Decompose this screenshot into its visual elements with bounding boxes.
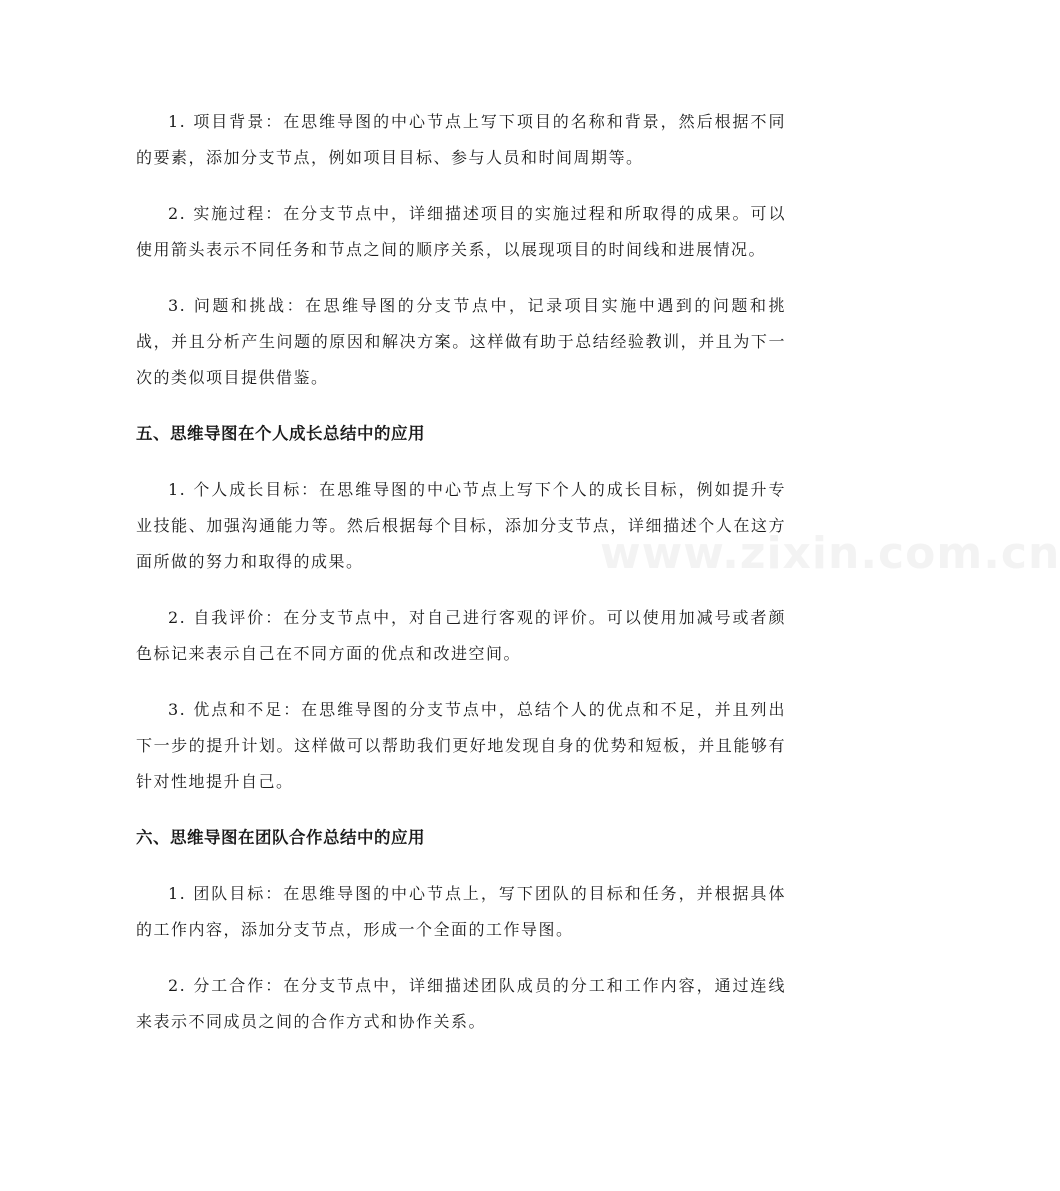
section-heading-personal-growth: 五、思维导图在个人成长总结中的应用 (136, 424, 425, 443)
document-body (136, 104, 786, 1060)
paragraph-project-background: 1. 项目背景：在思维导图的中心节点上写下项目的名称和背景，然后根据不同的要素，添加分支节点，例如项目目标、参与人员和时间周期等。 (136, 112, 786, 167)
paragraph-implementation-process: 2. 实施过程：在分支节点中，详细描述项目的实施过程和所取得的成果。可以使用箭头表示不同任务和节点之间的顺序关系，以展现项目的时间线和进展情况。 (136, 204, 786, 259)
paragraph-division-of-labor: 2. 分工合作：在分支节点中，详细描述团队成员的分工和工作内容，通过连线来表示不同成员之间的合作方式和协作关系。 (136, 976, 786, 1031)
paragraph-self-evaluation: 2. 自我评价：在分支节点中，对自己进行客观的评价。可以使用加减号或者颜色标记来表示自己在不同方面的优点和改进空间。 (136, 608, 786, 663)
paragraph-team-goals: 1. 团队目标：在思维导图的中心节点上，写下团队的目标和任务，并根据具体的工作内容，添加分支节点，形成一个全面的工作导图。 (136, 884, 786, 939)
paragraph-growth-goals: 1. 个人成长目标：在思维导图的中心节点上写下个人的成长目标，例如提升专业技能、加强沟通能力等。然后根据每个目标，添加分支节点，详细描述个人在这方面所做的努力和取得的成果。 (136, 480, 786, 571)
section-heading-team-collaboration: 六、思维导图在团队合作总结中的应用 (136, 828, 425, 847)
paragraph-problems-challenges: 3. 问题和挑战：在思维导图的分支节点中，记录项目实施中遇到的问题和挑战，并且分析产生问题的原因和解决方案。这样做有助于总结经验教训，并且为下一次的类似项目提供借鉴。 (136, 296, 786, 387)
paragraph-strengths-weaknesses: 3. 优点和不足：在思维导图的分支节点中，总结个人的优点和不足，并且列出下一步的提升计划。这样做可以帮助我们更好地发现自身的优势和短板，并且能够有针对性地提升自己。 (136, 700, 786, 791)
watermark: www.zixin.com.cn (600, 528, 1060, 579)
